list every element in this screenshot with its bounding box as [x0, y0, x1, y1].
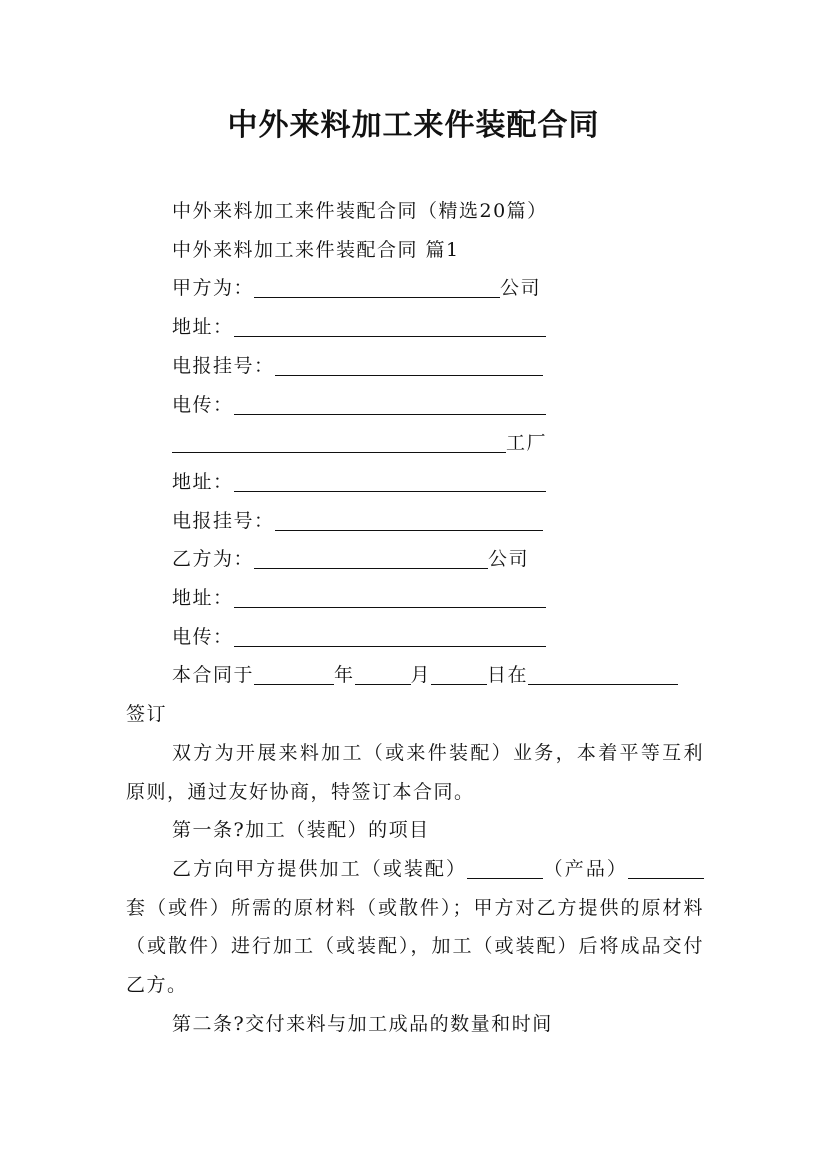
article-2-heading: 第二条?交付来料与加工成品的数量和时间	[172, 1012, 553, 1035]
party-a-fax-line	[126, 386, 704, 425]
month-label: 月	[410, 664, 432, 687]
party-a-telegraph-line	[126, 347, 704, 386]
party-b-suffix: 公司	[488, 548, 530, 571]
factory-blank	[172, 430, 506, 453]
year-blank	[254, 662, 334, 685]
party-b-line	[126, 540, 704, 579]
document-body	[126, 192, 704, 1043]
party-a-line	[126, 269, 704, 308]
party-b-address-line	[126, 579, 704, 618]
fax-blank	[234, 624, 546, 647]
subtitle-line: 中外来料加工来件装配合同（精选20篇）	[172, 200, 548, 222]
telegraph-label: 电报挂号：	[172, 509, 275, 532]
month-blank	[355, 662, 411, 685]
signing-date-line	[126, 656, 704, 695]
telegraph-label: 电报挂号：	[172, 354, 275, 377]
address-blank	[234, 585, 546, 608]
telegraph-blank	[275, 508, 543, 531]
address-label: 地址：	[172, 587, 234, 610]
address-label: 地址：	[172, 470, 234, 493]
party-b-label: 乙方为：	[172, 548, 255, 571]
address-label: 地址：	[172, 316, 234, 339]
fax-blank	[234, 392, 546, 415]
party-a-label: 甲方为：	[172, 277, 255, 300]
article-1-rest: 套（或件）所需的原材料（或散件）；甲方对乙方提供的原材料（或散件）进行加工（或装配），加工（或装配）后将成品交付乙方。	[126, 896, 704, 997]
fax-label: 电传：	[172, 625, 234, 648]
article-1-paragraph	[126, 850, 704, 1005]
factory-suffix: 工厂	[506, 432, 548, 455]
party-b-fax-line	[126, 618, 704, 657]
party-b-blank	[254, 546, 488, 569]
day-blank	[431, 662, 487, 685]
chapter-heading: 中外来料加工来件装配合同 篇1	[172, 238, 460, 261]
signed-prefix: 本合同于	[172, 664, 255, 687]
intro-paragraph: 双方为开展来料加工（或来件装配）业务，本着平等互利原则，通过友好协商，特签订本合同。	[126, 741, 704, 803]
address-blank	[234, 314, 546, 337]
factory-address-line	[126, 463, 704, 502]
place-blank	[528, 662, 678, 685]
telegraph-blank	[275, 353, 543, 376]
article-1-heading: 第一条?加工（装配）的项目	[172, 819, 430, 842]
day-at-label: 日在	[487, 664, 529, 687]
party-a-address-line	[126, 308, 704, 347]
factory-telegraph-line	[126, 502, 704, 541]
address-blank	[234, 469, 546, 492]
party-a-blank	[254, 275, 500, 298]
article-1-start: 乙方向甲方提供加工（或装配）	[172, 857, 468, 880]
product-blank	[628, 856, 704, 879]
fax-label: 电传：	[172, 393, 234, 416]
factory-line	[126, 424, 704, 463]
signed-suffix-line: 签订	[126, 703, 168, 726]
party-a-suffix: 公司	[500, 277, 542, 300]
product-label: （产品）	[543, 857, 628, 880]
quantity-blank	[467, 856, 543, 879]
document-title: 中外来料加工来件装配合同	[227, 108, 600, 143]
year-label: 年	[334, 664, 355, 687]
